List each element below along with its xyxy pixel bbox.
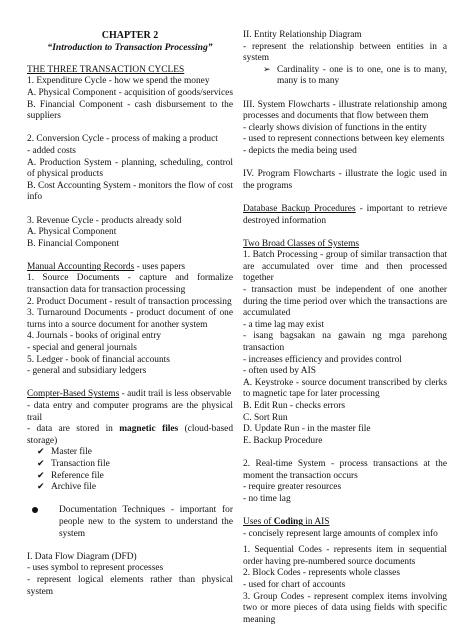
- documentation-techniques-text: Documentation Techniques - important for people new to the system to understand the system: [59, 505, 233, 539]
- coding-line: - used for chart of accounts: [243, 579, 346, 590]
- list-item: [37, 470, 233, 483]
- computer-systems-line: - data entry and computer programs are the physical trail: [27, 401, 233, 423]
- revenue-line: B. Financial Component: [27, 238, 119, 249]
- expenditure-line: B. Financial Component - cash disbursement to the suppliers: [27, 99, 233, 122]
- checkmark-icon: ✔: [37, 447, 45, 458]
- computer-systems-line: [27, 424, 233, 447]
- storage-text: (cloud-based storage): [27, 424, 234, 446]
- computer-systems-desc: - audit trail is less observable: [119, 389, 232, 400]
- conversion-line: 2. Conversion Cycle - process of making a product: [27, 134, 218, 145]
- list-item: [37, 447, 233, 459]
- coding-heading-pre: Uses of: [243, 516, 274, 527]
- list-item: [263, 64, 447, 88]
- cycles-heading: THE THREE TRANSACTION CYCLES: [27, 64, 185, 75]
- coding-heading-post: in AIS: [302, 516, 330, 527]
- batch-line: D. Update Run - in the master file: [243, 424, 371, 435]
- batch-line: 1. Batch Processing - group of similar transaction that are accumulated over time and then processed together: [243, 250, 447, 284]
- batch-line: - a time lag may exist: [243, 319, 324, 330]
- flowchart-line: - depicts the media being used: [243, 145, 357, 156]
- right-column: [243, 30, 447, 626]
- batch-line: C. Sort Run: [243, 412, 288, 423]
- file-type-list: [27, 447, 233, 493]
- list-item: [37, 482, 233, 494]
- manual-records-title: Manual Accounting Records: [27, 261, 135, 272]
- coding-line: 2. Block Codes - represents whole classes: [243, 568, 400, 579]
- chapter-subtitle: “Introduction to Transaction Processing”: [47, 41, 213, 53]
- flowchart-line: III. System Flowcharts - illustrate relationship among processes and documents that flow between them: [243, 99, 447, 122]
- batch-line: E. Backup Procedure: [243, 435, 323, 446]
- cardinality-list: [243, 65, 447, 88]
- flowchart-line: - clearly shows division of functions in the entity: [243, 122, 427, 133]
- revenue-line: 3. Revenue Cycle - products already sold: [27, 215, 182, 226]
- batch-line: - transaction must be independent of one another during the time period over which the transactions are accumulated: [243, 285, 447, 319]
- computer-systems-title: Compter-Based Systems: [27, 389, 120, 400]
- manual-item: 1. Source Documents - capture and formalize transaction data for transaction processing: [27, 273, 233, 296]
- documentation-techniques: [27, 505, 233, 540]
- magnetic-files-term: magnetic files: [119, 424, 179, 435]
- coding-line: - concisely represent large amounts of complex info: [243, 528, 438, 539]
- dfd-line: - uses symbol to represent processes: [27, 563, 164, 574]
- manual-item: 4. Journals - books of original entry: [27, 331, 162, 342]
- batch-line: - increases efficiency and provides control: [243, 354, 402, 365]
- erd-line: - represent the relationship between entities in a system: [243, 41, 447, 64]
- computer-systems-heading: [27, 389, 233, 401]
- manual-item: 5. Ledger - book of financial accounts: [27, 354, 170, 365]
- cardinality-text: Cardinality - one is to one, one is to many, many is to many: [277, 64, 447, 87]
- conversion-line: A. Production System - planning, scheduling, control of physical products: [27, 157, 233, 180]
- left-column: [27, 30, 233, 598]
- backup-title: Database Backup Procedures: [243, 203, 356, 214]
- expenditure-line: A. Physical Component - acquisition of goods/services: [27, 87, 233, 98]
- chapter-title: CHAPTER 2: [101, 30, 159, 41]
- checkmark-icon: ✔: [37, 458, 45, 469]
- flowchart-line: - used to represent connections between key elements: [243, 134, 445, 145]
- manual-records-desc: - uses papers: [134, 261, 186, 272]
- batch-line: - often used by AIS: [243, 366, 316, 377]
- backup-desc: - important to retrieve destroyed information: [243, 203, 447, 226]
- manual-records-heading: [27, 262, 233, 274]
- backup-procedures: [243, 204, 447, 227]
- batch-line: A. Keystroke - source document transcribed by clerks to magnetic tape for later processing: [243, 377, 447, 400]
- checkmark-icon: ✔: [37, 482, 45, 493]
- conversion-line: - added costs: [27, 145, 76, 156]
- file-type-label: Transaction file: [51, 458, 110, 469]
- revenue-line: A. Physical Component: [27, 227, 117, 238]
- checkmark-icon: ✔: [37, 470, 45, 481]
- arrow-bullet-icon: ➢: [263, 64, 271, 75]
- batch-line: - isang bagsakan na gawain ng mga parehong transaction: [243, 331, 447, 354]
- manual-item: - special and general journals: [27, 343, 137, 354]
- erd-line: II. Entity Relationship Diagram: [243, 30, 362, 40]
- program-flowcharts-line: IV. Program Flowcharts - illustrate the logic used in the programs: [243, 169, 447, 191]
- file-type-label: Reference file: [51, 470, 104, 481]
- conversion-line: B. Cost Accounting System - monitors the flow of cost info: [27, 180, 233, 203]
- coding-line: 1. Sequential Codes - represents item in sequential order having pre-numbered source documents: [243, 545, 447, 567]
- manual-item: - general and subsidiary ledgers: [27, 366, 147, 377]
- dfd-line: - represent logical elements rather than physical system: [27, 574, 233, 597]
- manual-item: 2. Product Document - result of transaction processing: [27, 296, 232, 307]
- manual-item: 3. Turnaround Documents - product document of one turns into a source document for another system: [27, 308, 233, 330]
- coding-term: Coding: [273, 516, 303, 527]
- coding-heading: [243, 517, 447, 529]
- storage-text: - data are stored in: [27, 424, 120, 435]
- realtime-line: 2. Real-time System - process transactions at the moment the transaction occurs: [243, 458, 447, 481]
- file-type-label: Archive file: [51, 482, 97, 493]
- coding-line: 3. Group Codes - represent complex items involving two or more pieces of data using fields with specific meaning: [243, 591, 447, 625]
- realtime-line: - no time lag: [243, 493, 291, 504]
- list-item: [37, 458, 233, 471]
- bullet-dot-icon: [32, 507, 38, 513]
- dfd-line: I. Data Flow Diagram (DFD): [27, 551, 137, 562]
- file-type-label: Master file: [51, 447, 92, 458]
- batch-line: B. Edit Run - checks errors: [243, 401, 346, 411]
- expenditure-line: 1. Expenditure Cycle - how we spend the money: [27, 76, 210, 87]
- classes-heading: Two Broad Classes of Systems: [243, 238, 360, 249]
- realtime-line: - require greater resources: [243, 482, 342, 493]
